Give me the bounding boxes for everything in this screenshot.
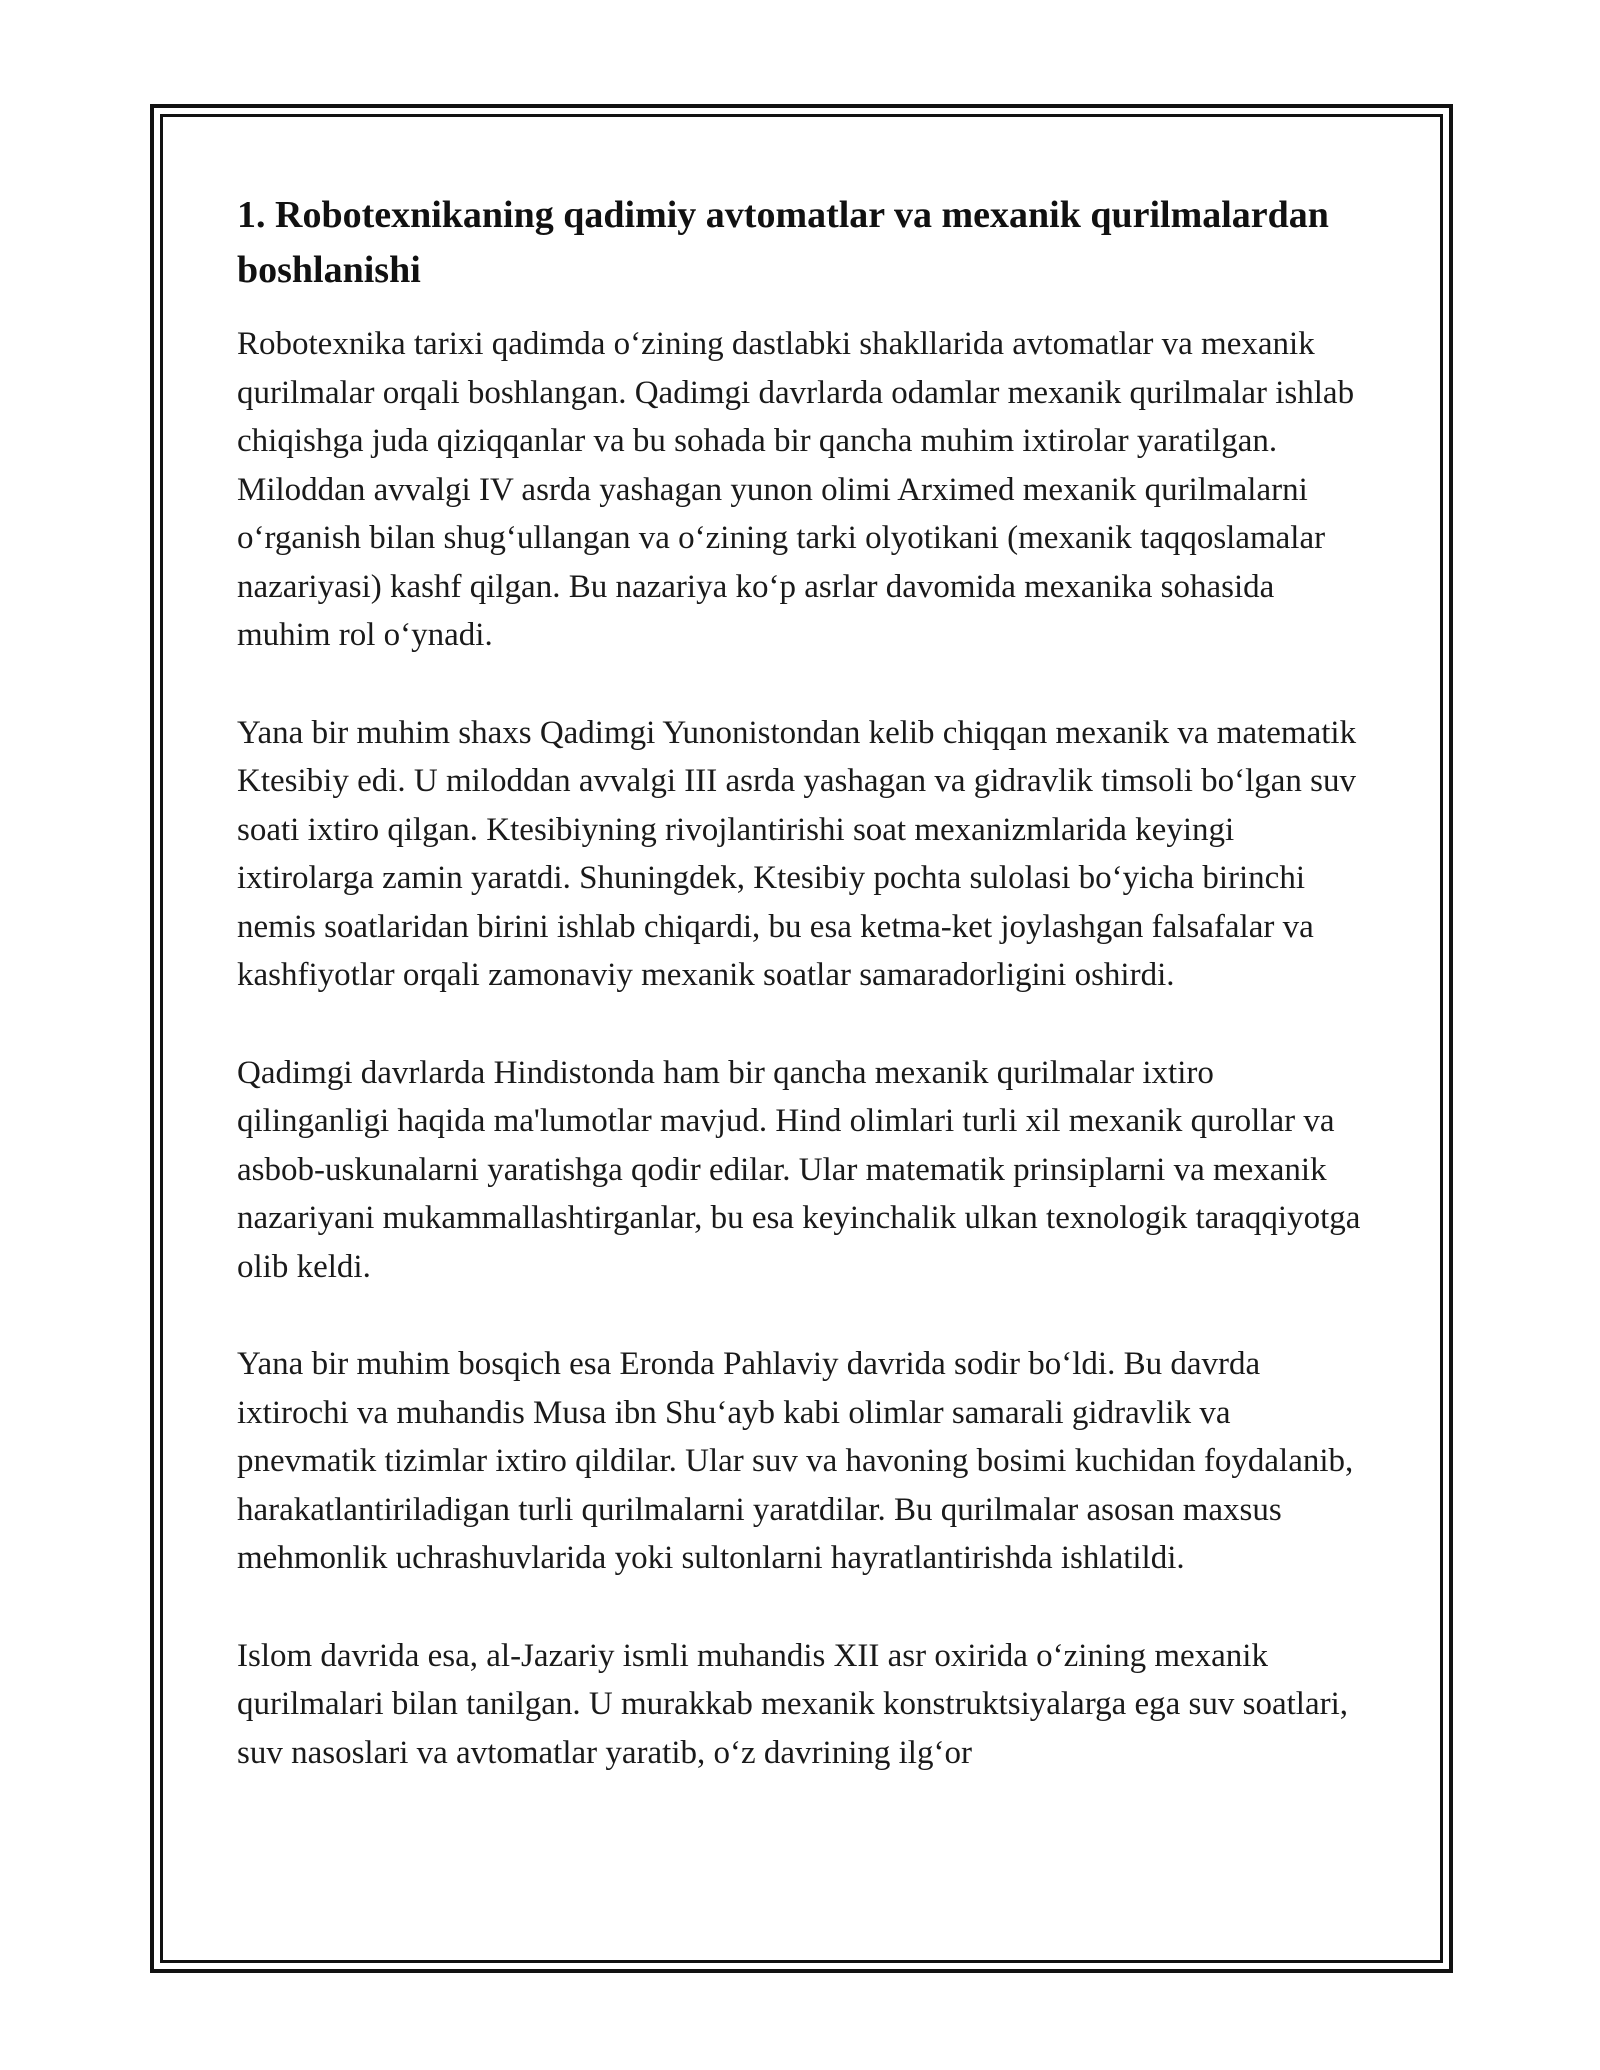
- paragraph-3: Qadimgi davrlarda Hindistonda ham bir qancha mexanik qurilmalar ixtiro qilinganligi haqida ma'lumotlar mavjud. Hind olimlari turli xil mexanik qurollar va asbob-uskunalarni yaratishga qodir edilar. Ular matematik prinsiplarni va mexanik nazariyani mukammallashtirganlar, bu esa keyinchalik ulkan texnologik taraqqiyotga olib keldi.: [237, 1054, 1361, 1285]
- paragraph-1: Robotexnika tarixi qadimda o‘zining dastlabki shakllarida avtomatlar va mexanik qurilmalar orqali boshlangan. Qadimgi davrlarda odamlar mexanik qurilmalar ishlab chiqishga juda qiziqqanlar va bu sohada bir qancha muhim ixtirolar yaratilgan. Miloddan avvalgi IV asrda yashagan yunon olimi Arximed mexanik qurilmalarni o‘rganish bilan shug‘ullangan va o‘zining tarki olyotikani (mexanik taqqoslamalar nazariyasi) kashf qilgan. Bu nazariya ko‘p asrlar davomida mexanika sohasida muhim rol o‘ynadi.: [237, 326, 1355, 653]
- paragraph-5: Islom davrida esa, al-Jazariy ismli muhandis XII asr oxirida o‘zining mexanik qurilmalari bilan tanilgan. U murakkab mexanik konstruktsiyalarga ega suv soatlari, suv nasoslari va avtomatlar yaratib, o‘z davrining ilg‘or: [237, 1637, 1349, 1771]
- paragraph-4: Yana bir muhim bosqich esa Eronda Pahlaviy davrida sodir bo‘ldi. Bu davrda ixtirochi va muhandis Musa ibn Shu‘ayb kabi olimlar samarali gidravlik va pnevmatik tizimlar ixtiro qildilar. Ular suv va havoning bosimi kuchidan foydalanib, harakatlantiriladigan turli qurilmalarni yaratdilar. Bu qurilmalar asosan maxsus mehmonlik uchrashuvlarida yoki sultonlarni hayratlantirishda ishlatildi.: [237, 1346, 1354, 1576]
- paragraph-2: Yana bir muhim shaxs Qadimgi Yunonistondan kelib chiqqan mexanik va matematik Ktesibiy edi. U miloddan avvalgi III asrda yashagan va gidravlik timsoli bo‘lgan suv soati ixtiro qilgan. Ktesibiyning rivojlantirishi soat mexanizmlarida keyingi ixtirolarga zamin yaratdi. Shuningdek, Ktesibiy pochta sulolasi bo‘yicha birinchi nemis soatlaridan birini ishlab chiqardi, bu esa ketma-ket joylashgan falsafalar va kashfiyotlar orqali zamonaviy mexanik soatlar samaradorligini oshirdi.: [237, 714, 1357, 993]
- section-heading: 1. Robotexnikaning qadimiy avtomatlar va mexanik qurilmalardan boshlanishi: [237, 194, 1329, 291]
- document-body: [237, 188, 1367, 1826]
